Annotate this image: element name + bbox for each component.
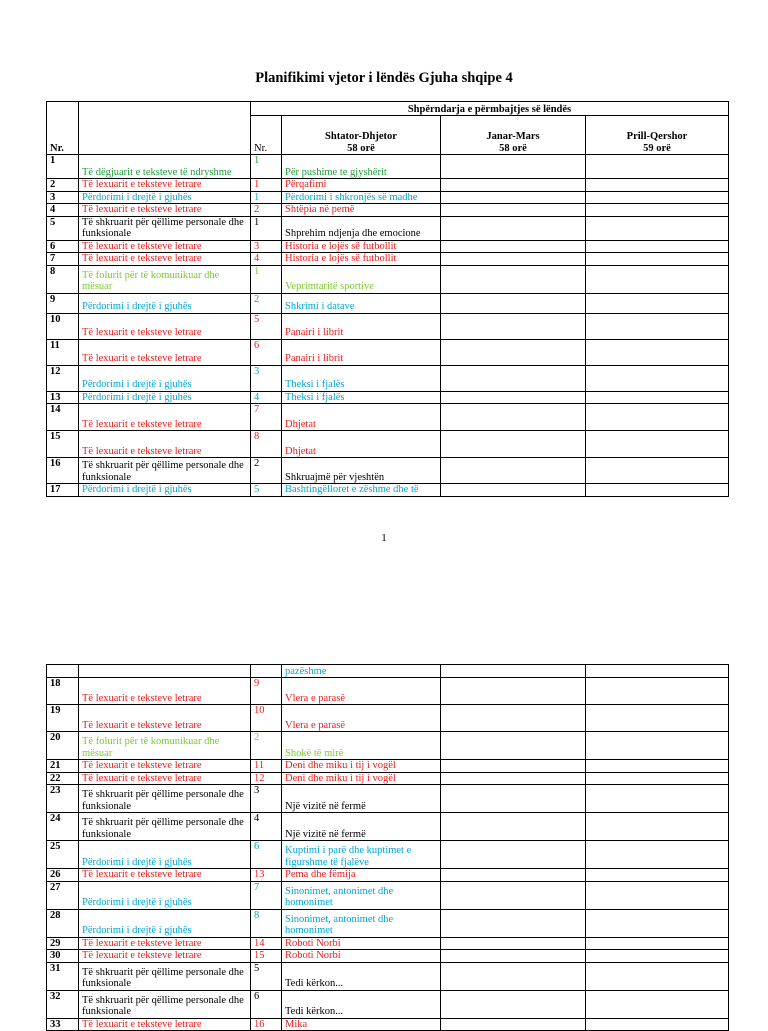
row-term-3 bbox=[586, 841, 729, 869]
plan-table-page-1 bbox=[46, 101, 729, 497]
table-row bbox=[47, 204, 729, 217]
row-area: Përdorimi i drejtë i gjuhës bbox=[79, 191, 251, 204]
row-term-3 bbox=[586, 950, 729, 963]
row-term-2 bbox=[441, 204, 586, 217]
row-topic: Dhjetat bbox=[282, 431, 441, 458]
row-nr: 33 bbox=[47, 1018, 79, 1031]
row-nr: 10 bbox=[47, 313, 79, 339]
row-term-2 bbox=[441, 732, 586, 760]
row-term-2 bbox=[441, 484, 586, 497]
row-area: Përdorimi i drejtë i gjuhës bbox=[79, 909, 251, 937]
row-nr: 13 bbox=[47, 391, 79, 404]
table-row bbox=[47, 339, 729, 365]
row-topic: Historia e lojës së futbollit bbox=[282, 240, 441, 253]
row-lesson-number: 9 bbox=[251, 678, 282, 705]
row-topic: Sinonimet, antonimet dhe homonimet bbox=[282, 909, 441, 937]
row-area: Të lexuarit e teksteve letrare bbox=[79, 678, 251, 705]
row-nr: 7 bbox=[47, 253, 79, 266]
row-term-3 bbox=[586, 732, 729, 760]
row-topic: Përdorimi i shkronjës së madhe bbox=[282, 191, 441, 204]
table-row bbox=[47, 1018, 729, 1031]
row-term-3 bbox=[586, 869, 729, 882]
row-term-3 bbox=[586, 458, 729, 484]
row-nr: 23 bbox=[47, 785, 79, 813]
row-topic: Sinonimet, antonimet dhe homonimet bbox=[282, 881, 441, 909]
row-lesson-number: 15 bbox=[251, 950, 282, 963]
table-row bbox=[47, 760, 729, 773]
row-topic: Theksi i fjalës bbox=[282, 365, 441, 391]
table-row bbox=[47, 990, 729, 1018]
row-term-2 bbox=[441, 253, 586, 266]
row-term-3 bbox=[586, 404, 729, 431]
row-lesson-number: 6 bbox=[251, 990, 282, 1018]
row-term-2 bbox=[441, 391, 586, 404]
table-row bbox=[47, 962, 729, 990]
table-row bbox=[47, 678, 729, 705]
row-term-2 bbox=[441, 216, 586, 240]
row-lesson-number: 7 bbox=[251, 404, 282, 431]
plan-table-page-2 bbox=[46, 664, 729, 1031]
row-term-2 bbox=[441, 458, 586, 484]
row-lesson-number: 5 bbox=[251, 313, 282, 339]
table-header-row bbox=[47, 102, 729, 116]
row-term-3 bbox=[586, 665, 729, 678]
row-area: Të shkruarit për qëllime personale dhe funksionale bbox=[79, 990, 251, 1018]
row-lesson-number: 13 bbox=[251, 869, 282, 882]
row-nr: 22 bbox=[47, 772, 79, 785]
row-term-2 bbox=[441, 869, 586, 882]
row-term-3 bbox=[586, 785, 729, 813]
row-area: Të lexuarit e teksteve letrare bbox=[79, 313, 251, 339]
row-area: Përdorimi i drejtë i gjuhës bbox=[79, 293, 251, 313]
row-area bbox=[79, 665, 251, 678]
row-term-3 bbox=[586, 293, 729, 313]
row-area: Të lexuarit e teksteve letrare bbox=[79, 404, 251, 431]
row-term-3 bbox=[586, 204, 729, 217]
row-term-3 bbox=[586, 365, 729, 391]
row-lesson-number: 4 bbox=[251, 391, 282, 404]
row-area: Të lexuarit e teksteve letrare bbox=[79, 240, 251, 253]
row-topic: Një vizitë në fermë bbox=[282, 785, 441, 813]
row-term-2 bbox=[441, 665, 586, 678]
table-row bbox=[47, 937, 729, 950]
row-lesson-number: 10 bbox=[251, 705, 282, 732]
row-term-3 bbox=[586, 431, 729, 458]
row-term-2 bbox=[441, 813, 586, 841]
row-term-3 bbox=[586, 179, 729, 192]
row-lesson-number: 4 bbox=[251, 253, 282, 266]
page-title: Planifikimi vjetor i lëndës Gjuha shqipe 4 bbox=[255, 70, 513, 86]
table-row bbox=[47, 240, 729, 253]
row-nr: 5 bbox=[47, 216, 79, 240]
row-lesson-number: 7 bbox=[251, 881, 282, 909]
row-area: Përdorimi i drejtë i gjuhës bbox=[79, 484, 251, 497]
row-topic: Një vizitë në fermë bbox=[282, 813, 441, 841]
row-area: Të lexuarit e teksteve letrare bbox=[79, 179, 251, 192]
table-row bbox=[47, 155, 729, 179]
table-row bbox=[47, 732, 729, 760]
row-area: Të lexuarit e teksteve letrare bbox=[79, 705, 251, 732]
row-area: Të lexuarit e teksteve letrare bbox=[79, 950, 251, 963]
row-topic: Vlera e parasë bbox=[282, 705, 441, 732]
row-topic: Kuptimi i parë dhe kuptimet e figurshme të fjalëve bbox=[282, 841, 441, 869]
row-term-2 bbox=[441, 191, 586, 204]
table-row bbox=[47, 785, 729, 813]
row-nr: 14 bbox=[47, 404, 79, 431]
row-nr: 6 bbox=[47, 240, 79, 253]
row-nr: 17 bbox=[47, 484, 79, 497]
row-term-2 bbox=[441, 990, 586, 1018]
row-term-3 bbox=[586, 391, 729, 404]
row-area: Të folurit për të komunikuar dhe mësuar bbox=[79, 265, 251, 293]
row-nr: 29 bbox=[47, 937, 79, 950]
row-topic: Mika bbox=[282, 1018, 441, 1031]
row-lesson-number: 3 bbox=[251, 240, 282, 253]
row-nr: 27 bbox=[47, 881, 79, 909]
row-nr: 15 bbox=[47, 431, 79, 458]
row-term-2 bbox=[441, 155, 586, 179]
row-lesson-number: 11 bbox=[251, 760, 282, 773]
row-lesson-number: 12 bbox=[251, 772, 282, 785]
table-row bbox=[47, 431, 729, 458]
row-nr: 25 bbox=[47, 841, 79, 869]
row-nr: 1 bbox=[47, 155, 79, 179]
row-topic: Roboti Norbi bbox=[282, 937, 441, 950]
row-area: Të dëgjuarit e teksteve të ndryshme bbox=[79, 155, 251, 179]
row-lesson-number bbox=[251, 665, 282, 678]
table-row bbox=[47, 179, 729, 192]
row-area: Përdorimi i drejtë i gjuhës bbox=[79, 365, 251, 391]
row-topic: Shkruajmë për vjeshtën bbox=[282, 458, 441, 484]
row-topic: Shkrimi i datave bbox=[282, 293, 441, 313]
table-row bbox=[47, 869, 729, 882]
row-term-2 bbox=[441, 760, 586, 773]
row-area: Të shkruarit për qëllime personale dhe funksionale bbox=[79, 813, 251, 841]
row-term-3 bbox=[586, 253, 729, 266]
row-nr: 26 bbox=[47, 869, 79, 882]
table-row bbox=[47, 216, 729, 240]
subheader-nr: Nr. bbox=[251, 116, 282, 155]
row-term-2 bbox=[441, 678, 586, 705]
row-area: Të lexuarit e teksteve letrare bbox=[79, 772, 251, 785]
row-term-2 bbox=[441, 950, 586, 963]
table-row bbox=[47, 665, 729, 678]
row-term-3 bbox=[586, 265, 729, 293]
row-nr: 28 bbox=[47, 909, 79, 937]
row-nr: 3 bbox=[47, 191, 79, 204]
row-lesson-number: 8 bbox=[251, 431, 282, 458]
table-row bbox=[47, 458, 729, 484]
row-area: Të lexuarit e teksteve letrare bbox=[79, 1018, 251, 1031]
table-row bbox=[47, 365, 729, 391]
period-3: Prill-Qershor 59 orë bbox=[586, 116, 729, 155]
row-term-2 bbox=[441, 962, 586, 990]
table-row bbox=[47, 705, 729, 732]
row-nr: 20 bbox=[47, 732, 79, 760]
row-term-3 bbox=[586, 484, 729, 497]
row-nr: 2 bbox=[47, 179, 79, 192]
row-term-3 bbox=[586, 313, 729, 339]
row-nr bbox=[47, 665, 79, 678]
row-term-2 bbox=[441, 705, 586, 732]
row-area: Të shkruarit për qëllime personale dhe funksionale bbox=[79, 785, 251, 813]
row-term-3 bbox=[586, 216, 729, 240]
row-topic: Pema dhe fëmija bbox=[282, 869, 441, 882]
table-row bbox=[47, 293, 729, 313]
row-term-3 bbox=[586, 339, 729, 365]
row-area: Të folurit për të komunikuar dhe mësuar bbox=[79, 732, 251, 760]
row-nr: 24 bbox=[47, 813, 79, 841]
row-term-2 bbox=[441, 339, 586, 365]
row-term-3 bbox=[586, 705, 729, 732]
period-1: Shtator-Dhjetor 58 orë bbox=[282, 116, 441, 155]
row-term-3 bbox=[586, 990, 729, 1018]
row-topic: Deni dhe miku i tij i vogël bbox=[282, 772, 441, 785]
row-term-3 bbox=[586, 240, 729, 253]
row-area: Të lexuarit e teksteve letrare bbox=[79, 339, 251, 365]
row-topic: Historia e lojës së futbollit bbox=[282, 253, 441, 266]
row-topic: Shtëpia në pemë bbox=[282, 204, 441, 217]
row-nr: 16 bbox=[47, 458, 79, 484]
row-term-2 bbox=[441, 937, 586, 950]
row-term-2 bbox=[441, 179, 586, 192]
row-lesson-number: 1 bbox=[251, 216, 282, 240]
row-term-3 bbox=[586, 678, 729, 705]
table-row bbox=[47, 772, 729, 785]
row-lesson-number: 2 bbox=[251, 204, 282, 217]
row-topic: Bashtingëlloret e zëshme dhe të bbox=[282, 484, 441, 497]
row-topic: Roboti Norbi bbox=[282, 950, 441, 963]
row-term-3 bbox=[586, 813, 729, 841]
header-nr: Nr. bbox=[47, 102, 79, 155]
row-term-3 bbox=[586, 909, 729, 937]
table-row bbox=[47, 313, 729, 339]
row-lesson-number: 4 bbox=[251, 813, 282, 841]
row-lesson-number: 1 bbox=[251, 179, 282, 192]
page-number: 1 bbox=[381, 532, 387, 544]
row-term-3 bbox=[586, 962, 729, 990]
header-distribution: Shpërndarja e përmbajtjes së lëndës bbox=[251, 102, 729, 116]
row-term-3 bbox=[586, 937, 729, 950]
row-lesson-number: 2 bbox=[251, 732, 282, 760]
row-term-2 bbox=[441, 841, 586, 869]
row-term-2 bbox=[441, 293, 586, 313]
row-topic: Dhjetat bbox=[282, 404, 441, 431]
row-area: Të shkruarit për qëllime personale dhe funksionale bbox=[79, 962, 251, 990]
row-term-2 bbox=[441, 772, 586, 785]
row-nr: 31 bbox=[47, 962, 79, 990]
row-topic: Tedi kërkon... bbox=[282, 990, 441, 1018]
table-row bbox=[47, 813, 729, 841]
row-term-3 bbox=[586, 1018, 729, 1031]
row-lesson-number: 8 bbox=[251, 909, 282, 937]
row-area: Të lexuarit e teksteve letrare bbox=[79, 869, 251, 882]
row-term-2 bbox=[441, 265, 586, 293]
row-term-3 bbox=[586, 155, 729, 179]
row-lesson-number: 6 bbox=[251, 339, 282, 365]
row-nr: 9 bbox=[47, 293, 79, 313]
row-lesson-number: 1 bbox=[251, 265, 282, 293]
row-area: Përdorimi i drejtë i gjuhës bbox=[79, 841, 251, 869]
row-area: Përdorimi i drejtë i gjuhës bbox=[79, 391, 251, 404]
row-area: Të lexuarit e teksteve letrare bbox=[79, 253, 251, 266]
row-area: Të shkruarit për qëllime personale dhe funksionale bbox=[79, 458, 251, 484]
row-term-2 bbox=[441, 313, 586, 339]
table-row bbox=[47, 484, 729, 497]
table-row bbox=[47, 265, 729, 293]
row-topic: Veprimtaritë sportive bbox=[282, 265, 441, 293]
row-lesson-number: 5 bbox=[251, 962, 282, 990]
row-lesson-number: 3 bbox=[251, 365, 282, 391]
row-term-2 bbox=[441, 365, 586, 391]
row-topic: Për pushime te gjyshërit bbox=[282, 155, 441, 179]
table-row bbox=[47, 404, 729, 431]
row-term-2 bbox=[441, 1018, 586, 1031]
table-row bbox=[47, 841, 729, 869]
table-row bbox=[47, 881, 729, 909]
row-term-2 bbox=[441, 404, 586, 431]
row-lesson-number: 2 bbox=[251, 293, 282, 313]
row-lesson-number: 3 bbox=[251, 785, 282, 813]
header-empty bbox=[79, 102, 251, 155]
row-lesson-number: 14 bbox=[251, 937, 282, 950]
row-term-3 bbox=[586, 760, 729, 773]
row-area: Të shkruarit për qëllime personale dhe funksionale bbox=[79, 216, 251, 240]
row-topic: Theksi i fjalës bbox=[282, 391, 441, 404]
row-nr: 4 bbox=[47, 204, 79, 217]
row-topic: Përqafimi bbox=[282, 179, 441, 192]
row-nr: 21 bbox=[47, 760, 79, 773]
row-nr: 8 bbox=[47, 265, 79, 293]
row-topic: Vlera e parasë bbox=[282, 678, 441, 705]
row-area: Të lexuarit e teksteve letrare bbox=[79, 937, 251, 950]
row-term-2 bbox=[441, 785, 586, 813]
row-nr: 18 bbox=[47, 678, 79, 705]
row-area: Përdorimi i drejtë i gjuhës bbox=[79, 881, 251, 909]
row-term-2 bbox=[441, 240, 586, 253]
row-lesson-number: 5 bbox=[251, 484, 282, 497]
row-term-2 bbox=[441, 909, 586, 937]
table-row bbox=[47, 191, 729, 204]
row-topic: pazëshme bbox=[282, 665, 441, 678]
row-topic: Deni dhe miku i tij i vogël bbox=[282, 760, 441, 773]
row-term-2 bbox=[441, 881, 586, 909]
period-2: Janar-Mars 58 orë bbox=[441, 116, 586, 155]
row-term-3 bbox=[586, 191, 729, 204]
row-topic: Shokë të mirë bbox=[282, 732, 441, 760]
table-row bbox=[47, 253, 729, 266]
row-nr: 32 bbox=[47, 990, 79, 1018]
row-area: Të lexuarit e teksteve letrare bbox=[79, 431, 251, 458]
row-nr: 30 bbox=[47, 950, 79, 963]
table-row bbox=[47, 909, 729, 937]
row-topic: Panairi i librit bbox=[282, 313, 441, 339]
row-topic: Panairi i librit bbox=[282, 339, 441, 365]
row-lesson-number: 2 bbox=[251, 458, 282, 484]
row-topic: Tedi kërkon... bbox=[282, 962, 441, 990]
row-lesson-number: 1 bbox=[251, 191, 282, 204]
table-row bbox=[47, 950, 729, 963]
row-lesson-number: 1 bbox=[251, 155, 282, 179]
row-lesson-number: 16 bbox=[251, 1018, 282, 1031]
row-lesson-number: 6 bbox=[251, 841, 282, 869]
row-term-3 bbox=[586, 881, 729, 909]
row-nr: 19 bbox=[47, 705, 79, 732]
row-nr: 12 bbox=[47, 365, 79, 391]
row-area: Të lexuarit e teksteve letrare bbox=[79, 760, 251, 773]
table-row bbox=[47, 391, 729, 404]
row-term-2 bbox=[441, 431, 586, 458]
row-nr: 11 bbox=[47, 339, 79, 365]
row-area: Të lexuarit e teksteve letrare bbox=[79, 204, 251, 217]
row-term-3 bbox=[586, 772, 729, 785]
row-topic: Shprehim ndjenja dhe emocione bbox=[282, 216, 441, 240]
